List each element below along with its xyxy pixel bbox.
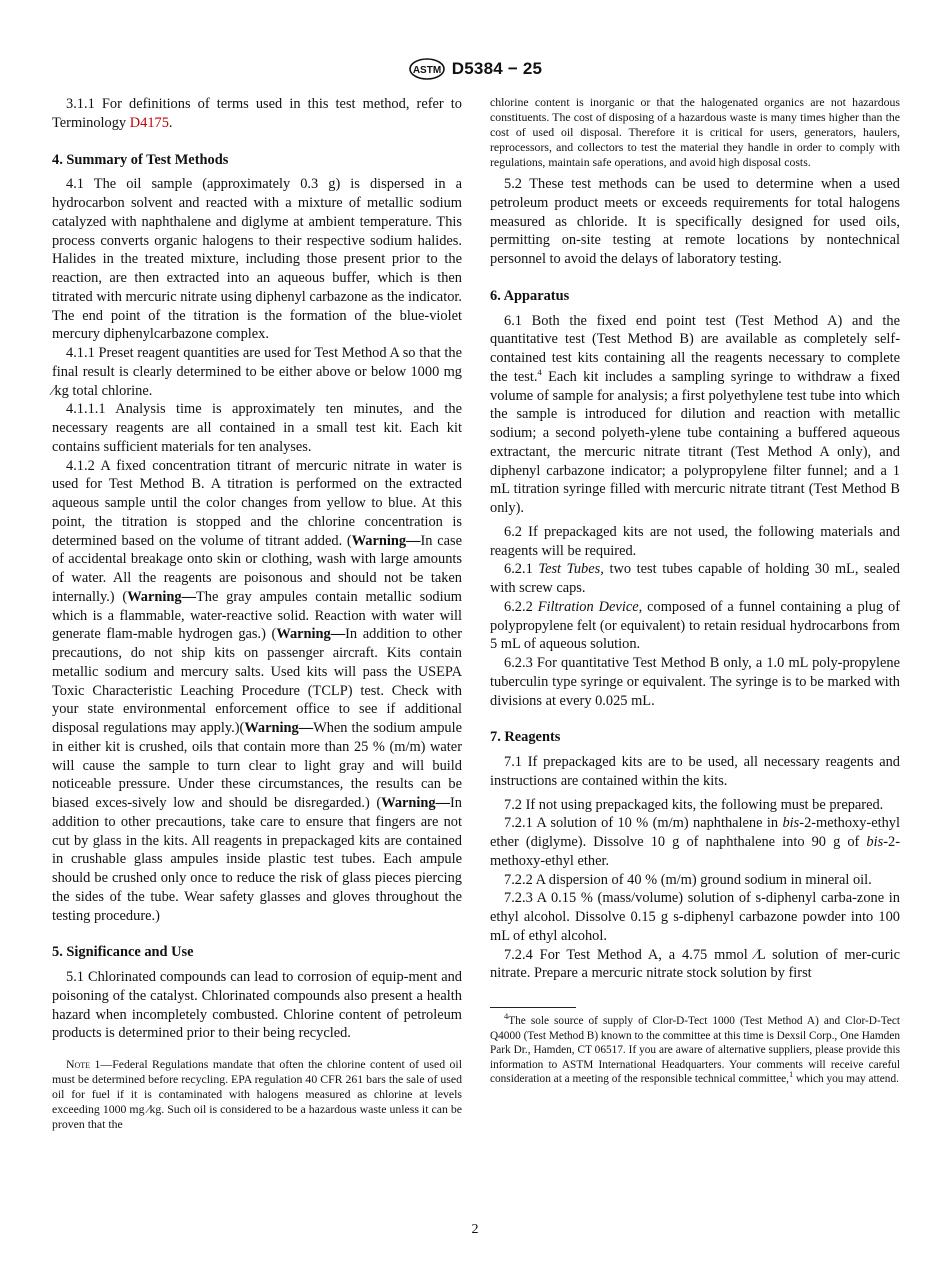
- para-4-1-2: 4.1.2 A fixed concentration titrant of mercuric nitrate in water is used for Test Method B. A titration is performed on the extracted aqueous sample until the color changes from yellow to blue. At this point, the titration is stopped and the chlorine concentration is determined based on the volume of titrant added. (Warning—In case of accidental breakage onto skin or clothing, wash with large amounts of water. All the reagents are poisonous and should not be taken internally.) (Warning—The gray ampules contain metallic sodium which is a flammable, water-reactive solid. Reaction with water will generate flam-mable hydrogen gas.) (Warning—In addition to other precautions, do not ship kits on passenger aircraft. Kits contain metallic sodium and mercury salts. Used kits will pass the USEPA Toxic Characteristic Leaching Procedure (TCLP) test. Check with your state environmental enforcement office to see if additional disposal regulations may apply.)(Warning—When the sodium ampule in either kit is crushed, oils that contain more than 25 % (m/m) water will cause the sample to turn clear to light gray and will build noticeable pressure. Under these circumstances, the results can be biased exces-sively low and should be disregarded.) (Warning—In addition to other precautions, take care to ensure that fingers are not cut by glass in the kits. All reagents in prepackaged kits are contained in crushable glass ampules inside plastic test tubes. Each ampule should be crushed only once to reduce the risk of glass pieces piercing the sides of the tube. Wear safety glasses and gloves throughout the testing procedure.): [52, 457, 462, 924]
- section-4-heading: 4. Summary of Test Methods: [52, 151, 229, 168]
- page-header: [0, 58, 950, 80]
- para-7-2: 7.2 If not using prepackaged kits, the following must be prepared.: [504, 796, 884, 813]
- left-column: [52, 95, 462, 1132]
- para-6-2-3: 6.2.3 For quantitative Test Method B only, a 1.0 mL poly-propylene tuberculin type syringe or equivalent. The syringe is to be marked with divisions at every 0.025 mL.: [490, 655, 900, 709]
- para-4-1-1: 4.1.1 Preset reagent quantities are used for Test Method A so that the final result is clearly determined to be either above or below 1000 mg ⁄kg total chlorine.: [52, 345, 462, 399]
- section-6-heading: 6. Apparatus: [490, 287, 570, 304]
- d4175-link[interactable]: D4175: [129, 114, 169, 131]
- right-column: [490, 95, 900, 1087]
- para-6-2-1: 6.2.1 Test Tubes, two test tubes capable of holding 30 mL, sealed with screw caps.: [490, 561, 900, 596]
- document-id: D5384 − 25: [451, 59, 543, 78]
- section-7-heading: 7. Reagents: [490, 729, 561, 746]
- footnote-4: $^4$The sole source of supply of Clor-D-Tect 1000 (Test Method A) and Clor-D-Tect Q4000 (Test Method B) known to the committee at this time is Dexsil Corp., One Hamden Park Dr., Hamden, CT 06517. If you are aware of alternative suppliers, please provide this information to ASTM International Headquarters. Your comments will receive careful consideration at a meeting of the responsible technical committee,$^1$ which you may attend.: [490, 1011, 900, 1086]
- para-5-2: 5.2 These test methods can be used to determine when a used petroleum product meets or exceeds requirements for total halogens measured as chloride. It is specifically designed for used oils, permitting on-site testing at remote locations by nontechnical personnel to avoid the delays of laboratory testing.: [490, 176, 900, 267]
- para-7-2-2: 7.2.2 A dispersion of 40 % (m/m) ground sodium in mineral oil.: [504, 871, 872, 888]
- para-7-2-3: 7.2.3 A 0.15 % (mass/volume) solution of s-diphenyl carba-zone in ethyl alcohol. Dissolve 0.15 g s-diphenyl carbazone powder into 100 mL of ethyl alcohol.: [490, 890, 900, 944]
- para-4-1: 4.1 The oil sample (approximately 0.3 g) is dispersed in a hydrocarbon solvent and reacted with a mixture of metallic sodium catalyzed with naphthalene and diglyme at ambient temperature. This process converts organic halogens to their respective sodium halides. Halides in the treated mixture, including those present prior to the reaction, are then extracted into an aqueous buffer, which is then titrated with mercuric nitrate using diphenyl carbazone as the indicator. The end point of the titration is the formation of the blue-violet mercury diphenylcarbazone complex.: [52, 176, 462, 343]
- note-1-continued: chlorine content is inorganic or that the halogenated organics are not hazardous constituents. The cost of disposing of a hazardous waste is many times higher than the cost of used oil disposal. Therefore it is critical for users, generators, haulers, reprocessors, and collectors to test the material they handle in order to comply with regulations, maintain safe operations, and avoid high disposal costs.: [490, 95, 900, 169]
- para-5-1: 5.1 Chlorinated compounds can lead to corrosion of equip-ment and poisoning of the catalyst. Chlorinated compounds also present a health hazard when incompletely combusted. Chlorine content of petroleum products is determined prior to their being recycled.: [52, 969, 462, 1042]
- para-6-2-2: 6.2.2 Filtration Device, composed of a funnel containing a plug of polypropylene felt (or equivalent) to retain residual hydrocarbons from 5 mL of aqueous solution.: [490, 598, 900, 653]
- footnote-divider: [490, 1007, 576, 1008]
- para-6-2: 6.2 If prepackaged kits are not used, the following materials and reagents will be required.: [490, 523, 900, 559]
- para-7-2-4: 7.2.4 For Test Method A, a 4.75 mmol ⁄L solution of mer-curic nitrate. Prepare a mercuric nitrate stock solution by first: [490, 946, 900, 982]
- para-6-1: 6.1 Both the fixed end point test (Test Method A) and the quantitative test (Test Method B) are available as completely self-contained test kits containing all the reagents necessary to complete the test.$^4$ Each kit includes a sampling syringe to withdraw a fixed volume of sample for analysis; a first polyethylene test tube into which the sample is introduced for dilution and reaction with metallic sodium; a second polyeth-ylene tube containing a buffered aqueous extractant, the mercuric nitrate titrant (Test Method A only), and diphenyl carbazone indicator; a polypropylene filter funnel; and a 1 mL titration syringe filled with mercuric nitrate titrant (Test Method B only).: [490, 312, 900, 516]
- astm-logo-icon: [408, 58, 446, 80]
- note-1: Note 1—Federal Regulations mandate that often the chlorine content of used oil must be determined before recycling. EPA regulation 40 CFR 261 bars the sale of used oil for fuel if it is contaminated with halogens measured as chlorine at levels exceeding 1000 mg ⁄kg. Such oil is considered to be a hazardous waste unless it can be proven that the: [52, 1057, 462, 1131]
- section-5-heading: 5. Significance and Use: [52, 944, 194, 961]
- svg-text:ASTM: ASTM: [412, 65, 441, 76]
- para-4-1-1-1: 4.1.1.1 Analysis time is approximately ten minutes, and the necessary reagents are all contained in a small test kit. Each kit contains sufficient materials for ten analyses.: [52, 401, 462, 455]
- para-3-1-1: 3.1.1 For definitions of terms used in this test method, refer to Terminology D4175.: [52, 96, 462, 131]
- para-7-2-1: 7.2.1 A solution of 10 % (m/m) naphthalene in bis-2-methoxy-ethyl ether (diglyme). Dissolve 10 g of naphthalene into 90 g of bis-2-methoxy-ethyl ether.: [490, 815, 900, 869]
- para-7-1: 7.1 If prepackaged kits are to be used, all necessary reagents and instructions are contained within the kits.: [490, 754, 900, 789]
- page-number: 2: [471, 1222, 479, 1237]
